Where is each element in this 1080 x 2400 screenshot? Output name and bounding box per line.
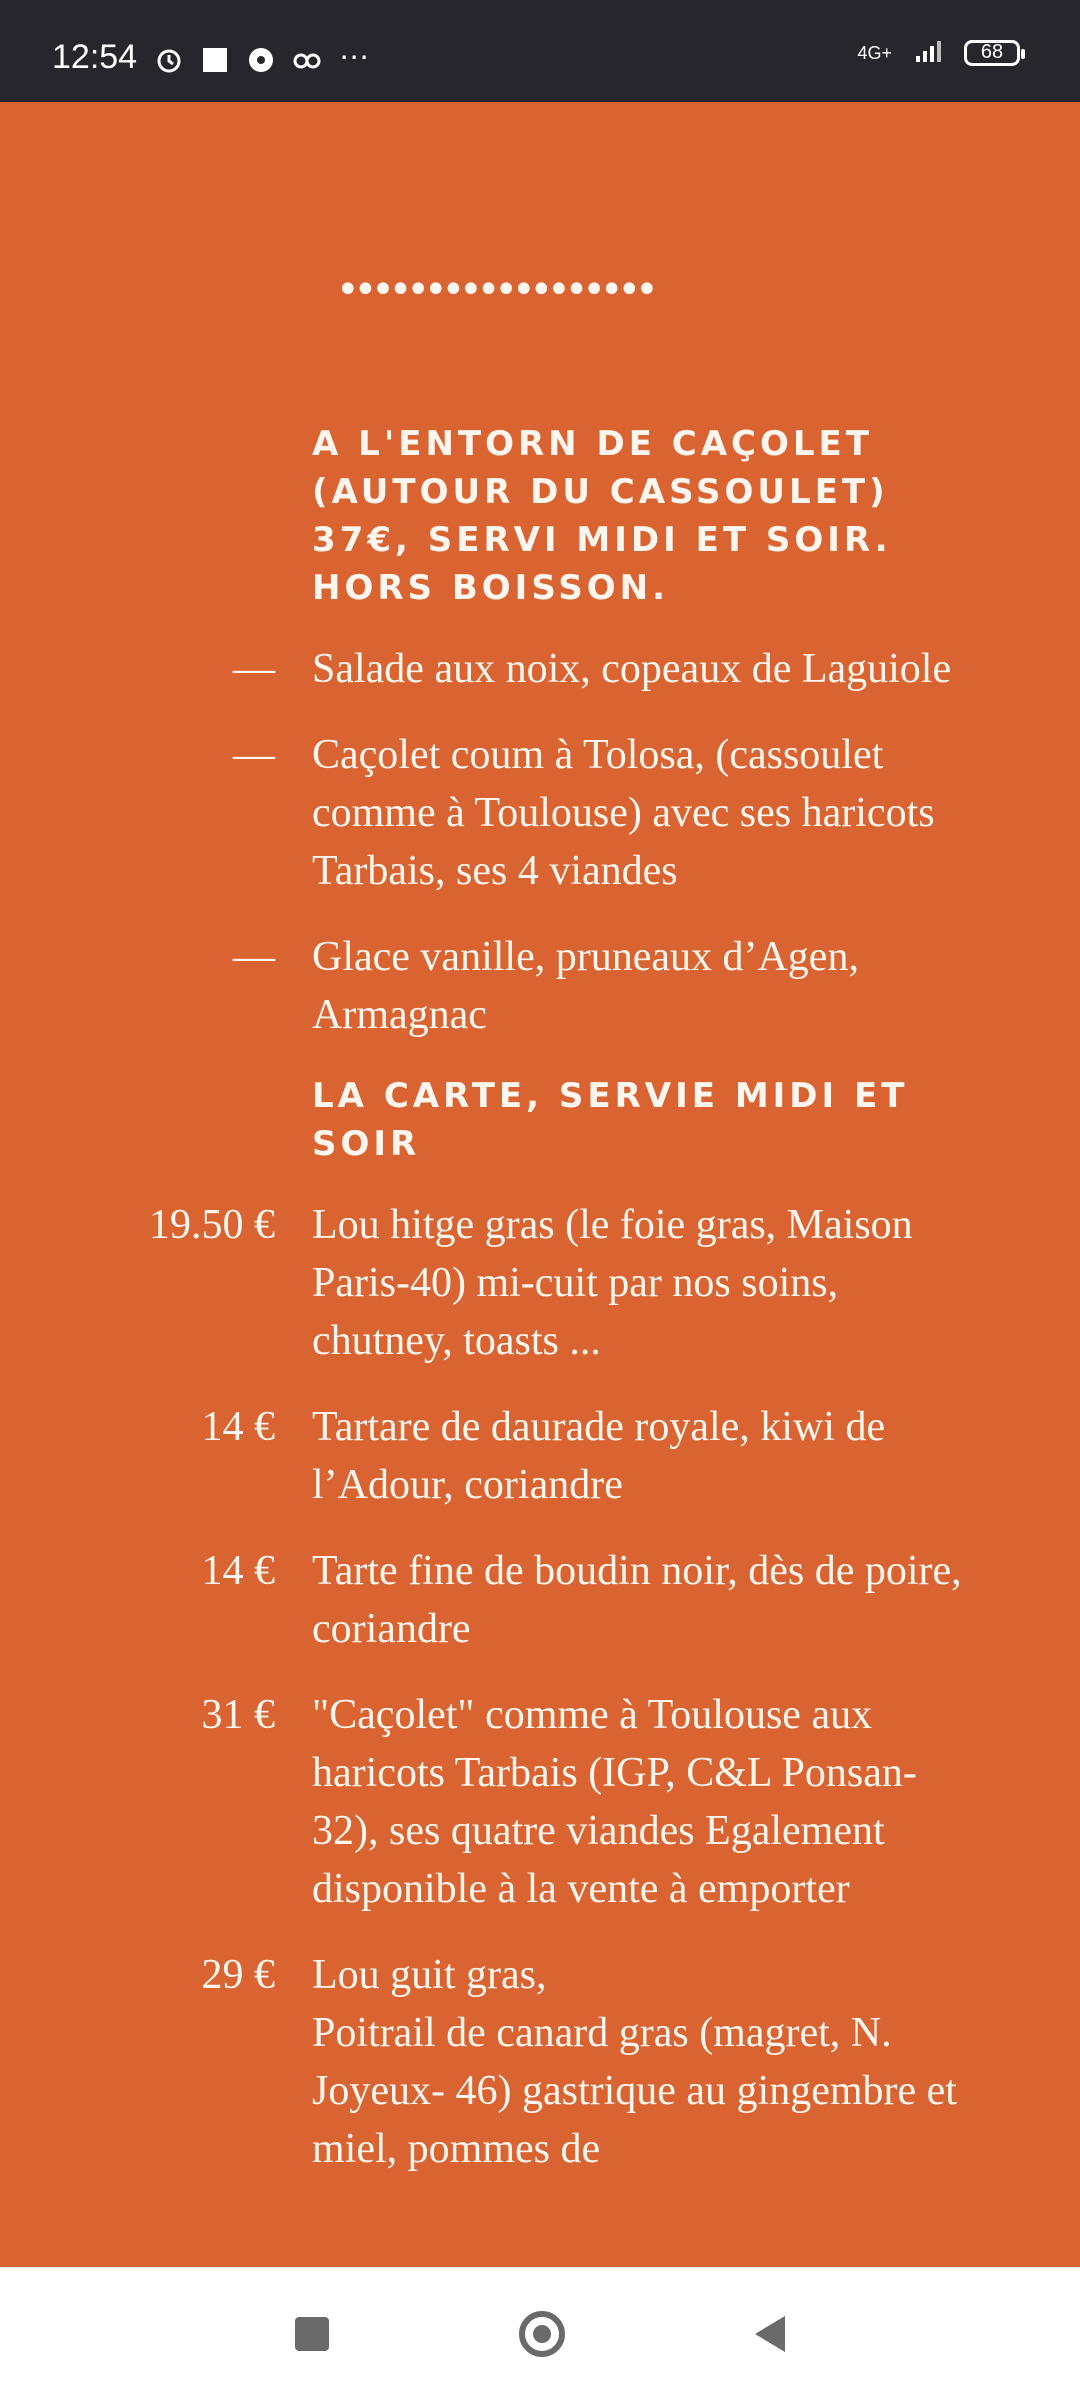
home-button[interactable] — [519, 2311, 565, 2357]
carte-item-desc: Lou hitge gras (le foie gras, Maison Paris-40) mi-cuit par nos soins, chutney, toasts ... — [312, 1202, 913, 1364]
decorative-dots: •••••••••••••••••• — [336, 267, 653, 313]
dash-marker: — — [233, 934, 275, 980]
set-menu-item — [0, 928, 1080, 1044]
back-button[interactable] — [755, 2316, 785, 2352]
signal-icon — [914, 36, 946, 69]
carte-heading: LA CARTE, SERVIE MIDI ET SOIR — [312, 1076, 909, 1164]
set-menu-item — [0, 726, 1080, 900]
carte-item — [0, 1398, 1080, 1514]
set-menu-item-text: Salade aux noix, copeaux de Laguiole — [312, 646, 952, 692]
carte-item-price: 14 € — [201, 1404, 275, 1450]
carte-item-desc: Tarte fine de boudin noir, dès de poire, coriandre — [312, 1548, 962, 1652]
battery-level: 68 — [980, 41, 1004, 63]
status-time: 12:54 — [52, 38, 138, 76]
set-menu-item — [0, 640, 1080, 698]
soccer-ball-icon — [247, 44, 275, 72]
carte-item — [0, 1686, 1080, 1918]
navigation-bar — [0, 2267, 1080, 2400]
set-menu-item-text: Glace vanille, pruneaux d’Agen, Armagnac — [312, 934, 859, 1038]
network-label: 4G+ — [857, 42, 892, 63]
dash-marker: — — [233, 646, 275, 692]
carte-item-price: 31 € — [201, 1692, 275, 1738]
carte-item-price: 29 € — [201, 1952, 275, 1998]
carte-item-desc-line: Poitrail de canard gras (magret, N. Joyeux- 46) gastrique au gingembre et miel, pommes de — [312, 2010, 957, 2172]
more-icon: ⋯ — [339, 41, 374, 74]
carte-item-desc: Tartare de daurade royale, kiwi de l’Adour, coriandre — [312, 1404, 886, 1508]
carte-item — [0, 1542, 1080, 1658]
carte-item-price: 19.50 € — [149, 1202, 275, 1248]
carte-item-desc — [312, 1946, 982, 2178]
carte-item — [0, 1196, 1080, 1370]
menu-content — [0, 420, 1080, 2206]
battery-icon — [964, 40, 1020, 66]
alarm-icon — [155, 44, 183, 72]
carte-item-price: 14 € — [201, 1548, 275, 1594]
recent-apps-button[interactable] — [295, 2317, 329, 2351]
carte-item — [0, 1946, 1080, 2178]
status-bar — [0, 0, 1080, 102]
stop-icon — [201, 44, 229, 72]
dash-marker: — — [233, 732, 275, 778]
set-menu-heading: A L'ENTORN DE CAÇOLET (AUTOUR DU CASSOULET) 37€, SERVI MIDI ET SOIR. HORS BOISSON. — [312, 424, 892, 608]
carte-item-desc: "Caçolet" comme à Toulouse aux haricots Tarbais (IGP, C&L Ponsan-32), ses quatre viandes Egalement disponible à la vente à emporter — [312, 1692, 917, 1912]
tripadvisor-icon — [293, 44, 321, 72]
carte-item-desc-line: Lou guit gras, — [312, 1952, 547, 1998]
set-menu-item-text: Caçolet coum à Tolosa, (cassoulet comme à Toulouse) avec ses haricots Tarbais, ses 4 viandes — [312, 732, 935, 894]
